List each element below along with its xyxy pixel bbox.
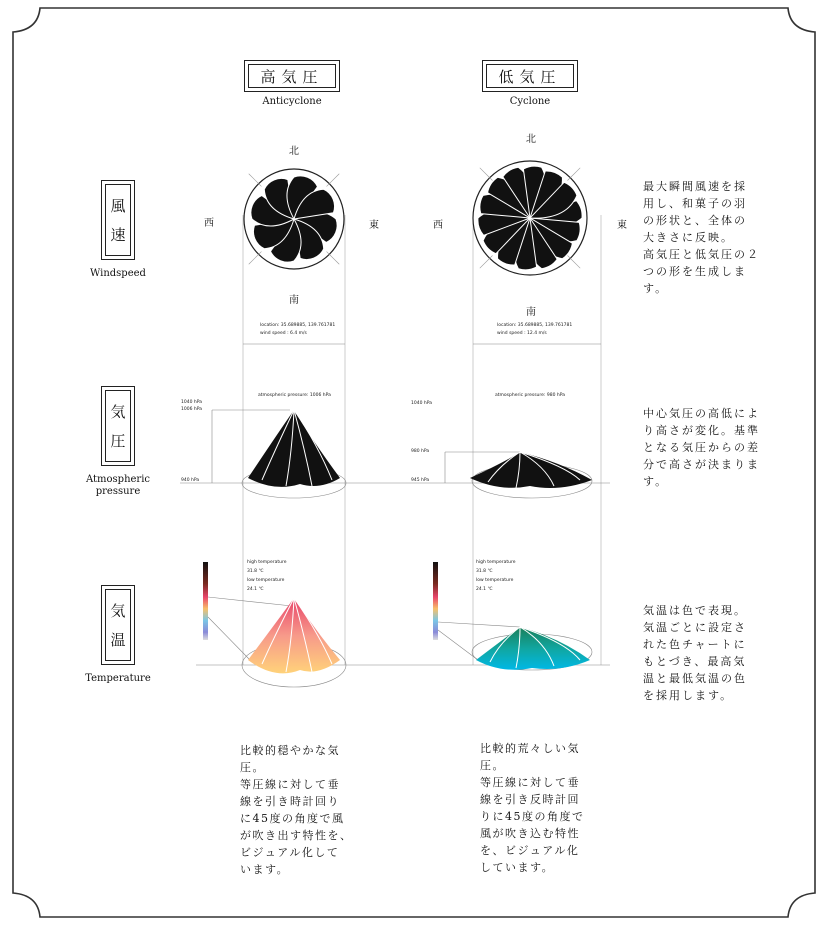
cyclone-title: 低気圧 [486,64,574,88]
anticyclone-high-temp-value: 31.8 ℃ [247,569,264,574]
temperature-desc-line: 気温ごとに設定さ [643,621,747,634]
anticyclone-pressure-top: 1040 hPa [181,400,203,405]
anticyclone-pressure-header: atmospheric pressure: 1006 hPa [258,393,331,398]
anticyclone-summary-line: ビジュアル化して [240,846,340,859]
cyclone-location: location: 35.689885, 139.761781 [497,323,573,328]
anticyclone-pressure-base: 940 hPa [181,478,200,483]
temperature-label-char-2: 温 [110,631,126,649]
pressure-label-char-2: 圧 [110,432,126,450]
anticyclone-summary-line: 比較的穏やかな気 [240,744,340,757]
cyclone-subtitle: Cyclone [509,96,551,107]
anticyclone-summary-line: に45度の角度で風 [240,812,345,825]
cyclone-south: 南 [526,307,536,318]
anticyclone-high-temp-label: high temperature [247,560,287,565]
windspeed-desc-line: 用し、和菓子の羽 [643,197,747,210]
temperature-label-en: Temperature [85,673,151,684]
cyclone-pressure-base: 945 hPa [411,478,430,483]
anticyclone-location: location: 35.689885, 139.761781 [260,323,336,328]
anticyclone-east: 東 [369,220,379,231]
temperature-desc-line: もとづき、最高気 [643,655,747,668]
anticyclone-summary-line: 圧。 [240,761,265,774]
cyclone-temperature-cone [476,627,590,670]
cyclone-summary-line: 線を引き反時計回 [480,793,580,806]
windspeed-label-char-1: 風 [110,197,126,215]
pressure-description [643,405,793,490]
anticyclone-summary-line: 線を引き時計回り [240,795,340,808]
cyclone-low-temp-value: 24.1 ℃ [476,587,493,592]
windspeed-desc-line: す。 [643,282,669,295]
windspeed-desc-line: の形状と、全体の [643,214,747,227]
anticyclone-color-scale [203,562,208,640]
anticyclone-low-temp-value: 24.1 ℃ [247,587,264,592]
windspeed-description [643,178,793,297]
pressure-label-en-1: Atmospheric [85,474,151,485]
cyclone-color-scale [433,562,438,640]
anticyclone-pressure-cone [248,410,340,487]
pressure-desc-line: す。 [643,475,669,488]
anticyclone-summary-line: が吹き出す特性を、 [240,829,353,842]
cyclone-low-temp-label: low temperature [476,578,514,583]
temperature-desc-line: れた色チャートに [643,638,747,651]
anticyclone-temperature-cone [248,598,340,673]
cyclone-summary-line: しています。 [480,861,555,874]
cyclone-summary [480,740,608,876]
pressure-label-char-1: 気 [110,403,126,421]
cyclone-north: 北 [526,134,536,145]
cyclone-pressure-header: atmospheric pressure: 980 hPa [495,393,566,398]
windspeed-desc-line: つの形を生成しま [643,265,747,278]
pressure-label-en-2: pressure [95,486,141,497]
pressure-desc-line: 分で高さが決まりま [643,458,760,471]
anticyclone-summary-line: います。 [240,863,290,876]
windspeed-desc-line: 大きさに反映。 [643,231,734,244]
anticyclone-west: 西 [204,218,214,229]
anticyclone-summary-line: 等圧線に対して垂 [240,778,340,791]
cyclone-wind-speed: wind speed : 12.4 m/s [497,331,547,336]
windspeed-desc-line: 高気圧と低気圧の２ [643,248,760,261]
anticyclone-windspeed-rosette [244,169,344,269]
pressure-desc-line: 中心気圧の高低によ [643,407,760,420]
cyclone-west: 西 [433,220,443,231]
cyclone-high-temp-label: high temperature [476,560,516,565]
temperature-description [643,602,793,704]
cyclone-pressure-cone [470,452,592,488]
anticyclone-low-temp-label: low temperature [247,578,285,583]
cyclone-summary-line: りに45度の角度で [480,810,585,823]
pressure-desc-line: となる気圧からの差 [643,441,760,454]
anticyclone-wind-speed: wind speed : 6.4 m/s [260,331,307,336]
anticyclone-title: 高気圧 [248,64,336,88]
cyclone-east: 東 [617,220,627,231]
cyclone-summary-line: 等圧線に対して垂 [480,776,580,789]
cyclone-summary-line: 圧。 [480,759,505,772]
cyclone-summary-line: を、ビジュアル化 [480,844,580,857]
temperature-desc-line: 温と最低気温の色 [643,672,747,685]
anticyclone-south: 南 [289,295,299,306]
temperature-desc-line: 気温は色で表現。 [643,604,747,617]
cyclone-summary-line: 比較的荒々しい気 [480,742,580,755]
pressure-desc-line: り高さが変化。基準 [643,424,760,437]
cyclone-summary-line: 風が吹き込む特性 [480,827,580,840]
anticyclone-north: 北 [289,146,299,157]
cyclone-windspeed-rosette [473,161,587,275]
windspeed-label-en: Windspeed [90,268,146,279]
temperature-desc-line: を採用します。 [643,689,734,702]
cyclone-high-temp-value: 31.8 ℃ [476,569,493,574]
anticyclone-pressure-current: 1006 hPa [181,407,203,412]
anticyclone-summary [240,742,368,878]
windspeed-label-char-2: 速 [110,226,126,244]
anticyclone-subtitle: Anticyclone [262,96,322,107]
temperature-label-char-1: 気 [110,602,126,620]
windspeed-desc-line: 最大瞬間風速を採 [643,180,747,193]
cyclone-pressure-top: 1040 hPa [411,401,433,406]
cyclone-pressure-current: 980 hPa [411,449,430,454]
